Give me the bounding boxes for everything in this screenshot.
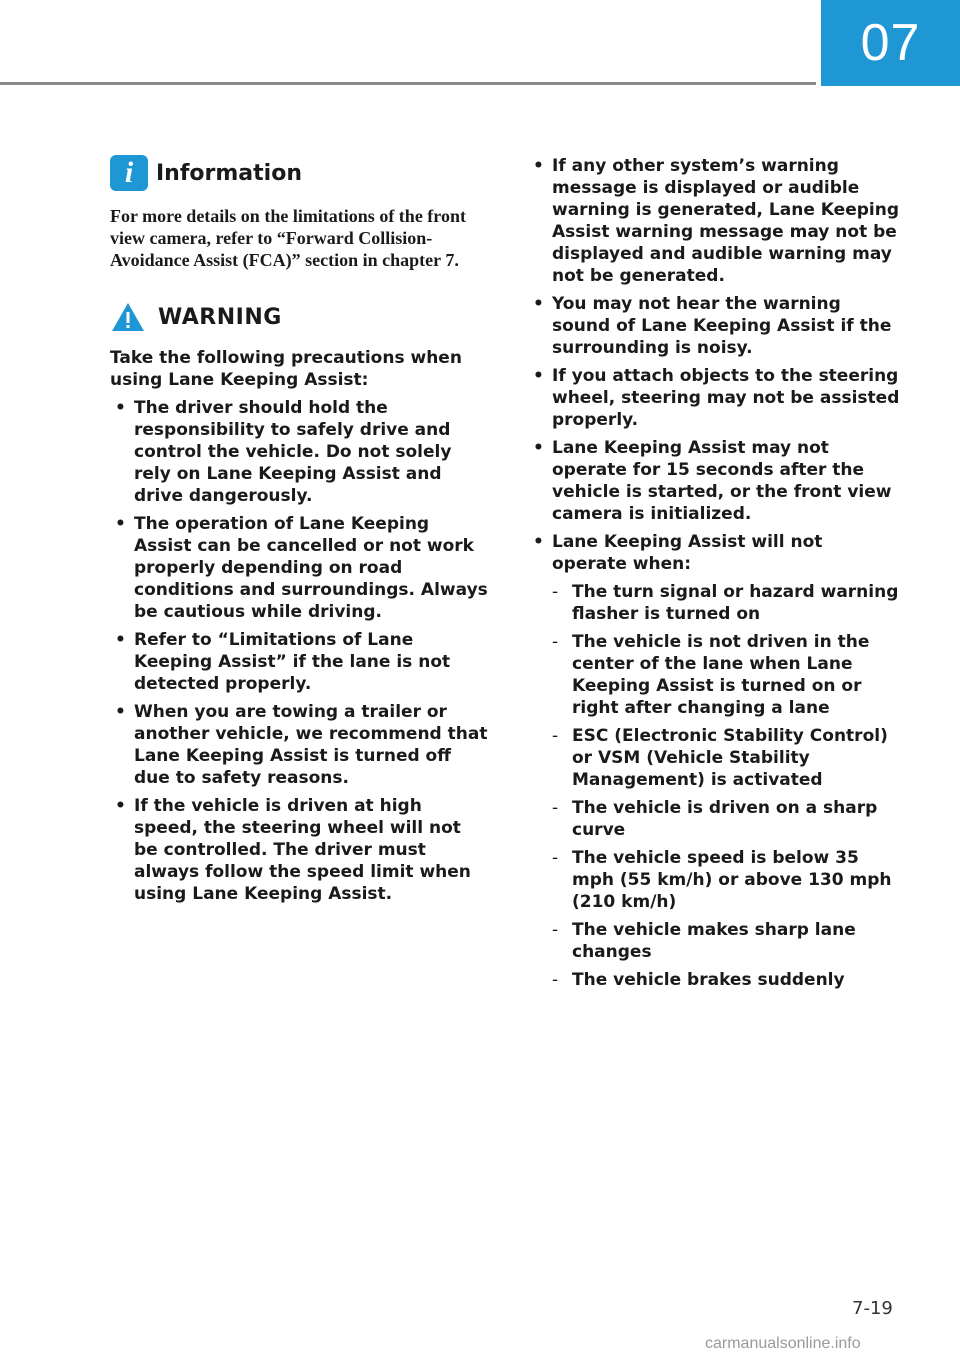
condition-sublist	[552, 581, 903, 991]
list-item: • Refer to “Limitations of Lane Keeping Assist” if the lane is not detected properly.	[110, 629, 490, 695]
list-item: • Lane Keeping Assist may not operate for 15 seconds after the vehicle is started, or the front view camera is initialized.	[528, 437, 903, 525]
sub-list-item: - The vehicle brakes suddenly	[552, 969, 903, 991]
information-title: Information	[156, 160, 302, 186]
warning-lead: Take the following precautions when using Lane Keeping Assist:	[110, 348, 462, 390]
list-item: • If any other system’s warning message is displayed or audible warning is generated, Lane Keeping Assist warning message may not be displayed and audible warning may not be generated.	[528, 155, 903, 287]
watermark-link[interactable]: carmanualsonline.info	[705, 1335, 861, 1352]
right-column	[528, 155, 903, 997]
left-column	[110, 155, 490, 911]
information-header	[110, 155, 490, 191]
chapter-number: 07	[860, 14, 921, 72]
list-item: • When you are towing a trailer or another vehicle, we recommend that Lane Keeping Assist is turned off due to safety reasons.	[110, 701, 490, 789]
warning-list	[110, 397, 490, 905]
list-item: • You may not hear the warning sound of Lane Keeping Assist if the surrounding is noisy.	[528, 293, 903, 359]
sub-list-item: - The vehicle speed is below 35 mph (55 km/h) or above 130 mph (210 km/h)	[552, 847, 903, 913]
list-item: • The driver should hold the responsibility to safely drive and control the vehicle. Do not solely rely on Lane Keeping Assist and drive dangerously.	[110, 397, 490, 507]
page-number: 7-19	[852, 1298, 893, 1319]
warning-triangle-icon	[110, 301, 146, 333]
sub-list-item: - The vehicle is not driven in the center of the lane when Lane Keeping Assist is turned on or right after changing a lane	[552, 631, 903, 719]
list-item: • If the vehicle is driven at high speed, the steering wheel will not be controlled. The driver must always follow the speed limit when using Lane Keeping Assist.	[110, 795, 490, 905]
list-item-text: Lane Keeping Assist will not operate when:	[552, 532, 823, 574]
sub-list-item: - The vehicle makes sharp lane changes	[552, 919, 903, 963]
list-item-with-sublist	[528, 531, 903, 991]
precaution-list	[528, 155, 903, 991]
warning-header	[110, 301, 490, 333]
sub-list-item: - The vehicle is driven on a sharp curve	[552, 797, 903, 841]
header-rule	[0, 82, 816, 85]
list-item: • If you attach objects to the steering wheel, steering may not be assisted properly.	[528, 365, 903, 431]
sub-list-item: - ESC (Electronic Stability Control) or VSM (Vehicle Stability Management) is activated	[552, 725, 903, 791]
warning-title: WARNING	[158, 304, 282, 330]
chapter-tab	[821, 0, 960, 86]
list-item: • The operation of Lane Keeping Assist can be cancelled or not work properly depending on road conditions and surroundings. Always be cautious while driving.	[110, 513, 490, 623]
information-text: For more details on the limitations of the front view camera, refer to “Forward Collision-Avoidance Assist (FCA)” section in chapter 7.	[110, 206, 466, 270]
sub-list-item: - The turn signal or hazard warning flasher is turned on	[552, 581, 903, 625]
info-icon: i	[110, 155, 148, 191]
